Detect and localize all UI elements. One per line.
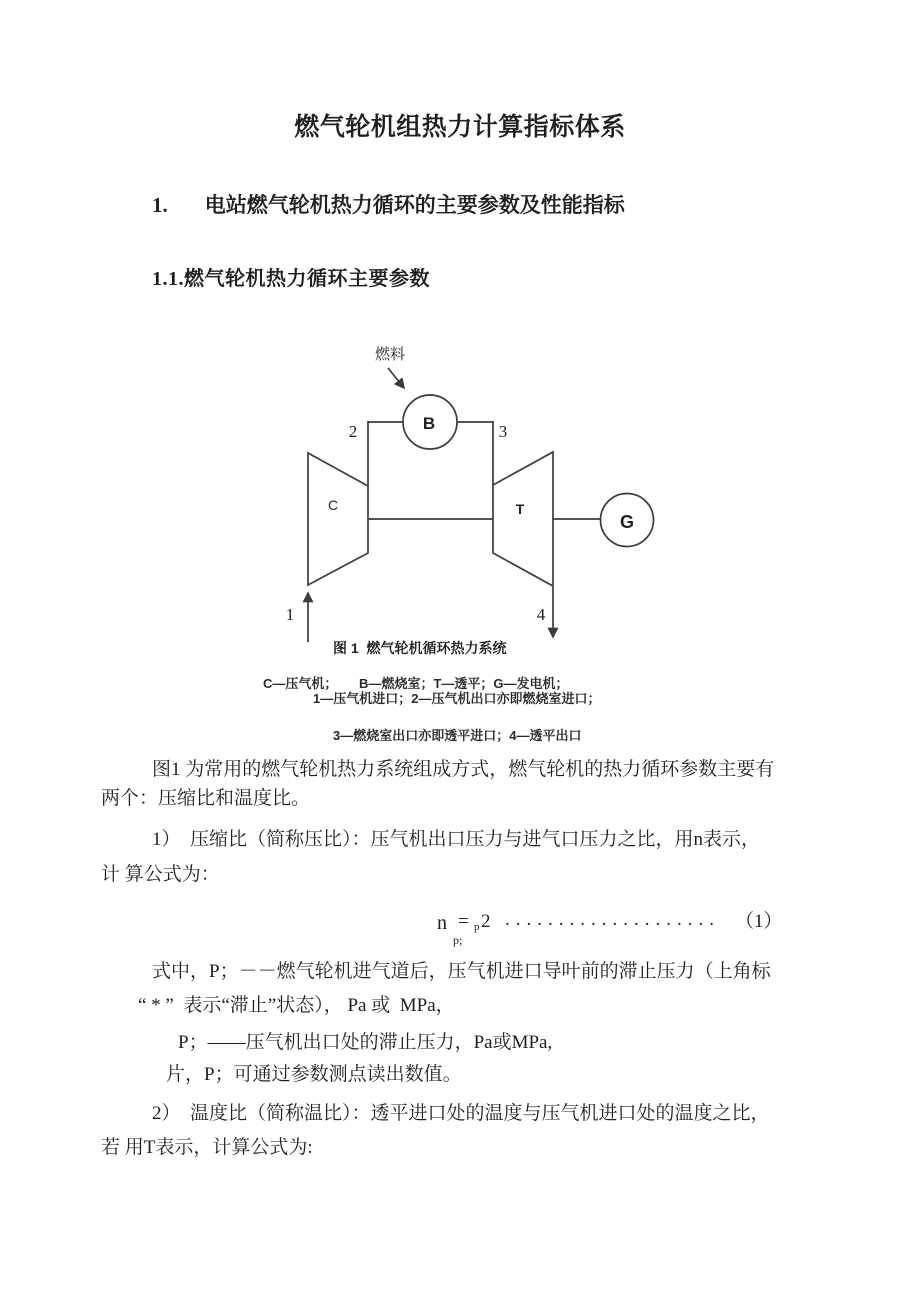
- section-heading-1-text: 电站燃气轮机热力循环的主要参数及性能指标: [204, 193, 625, 217]
- fuel-label: 燃料: [374, 347, 406, 363]
- explanation-line-2: “ * ” 表示“滞止”状态）， Pa 或 MPa，: [138, 995, 455, 1016]
- turbine-label: T: [515, 501, 525, 517]
- node-1-label: 1: [285, 605, 295, 624]
- paragraph-2-line-2: 计 算公式为：: [101, 864, 220, 885]
- node-4-label: 4: [536, 605, 546, 624]
- formula-numerator: 2: [481, 911, 491, 932]
- paragraph-1-line-2: 两个：压缩比和温度比。: [101, 788, 311, 809]
- section-heading-1-number: 1.: [152, 193, 168, 217]
- formula-number: （1）: [735, 911, 783, 932]
- paragraph-3-line-1: 2） 温度比（简称温比）：透平进口处的温度与压气机进口处的温度之比，: [152, 1103, 770, 1124]
- explanation-line-1: 式中，P；－－燃气轮机进气道后，压气机进口导叶前的滞止压力（上角标: [152, 961, 771, 982]
- compressor-shape: [308, 453, 368, 585]
- legend-line-3: 3—燃烧室出口亦即透平进口；4—透平出口: [333, 728, 582, 743]
- node-3-label: 3: [498, 422, 508, 441]
- formula-numerator-subscript: p: [474, 921, 480, 933]
- section-heading-1-1: 1.1.燃气轮机热力循环主要参数: [152, 268, 430, 290]
- paragraph-1-line-1: 图1 为常用的燃气轮机热力系统组成方式，燃气轮机的热力循环参数主要有: [152, 759, 775, 780]
- formula-dot-leader: ....................: [505, 909, 720, 930]
- legend-line-2: 1—压气机进口；2—压气机出口亦即燃烧室进口；: [313, 691, 601, 706]
- explanation-line-3: P；——压气机出口处的滞止压力，Pa或MPa,: [178, 1032, 553, 1053]
- legend-line-1: C—压气机； B—燃烧室；T—透平；G—发电机；: [263, 676, 569, 691]
- paragraph-2-line-1: 1） 压缩比（简称压比）：压气机出口压力与进气口压力之比，用n表示，: [152, 829, 761, 850]
- compressor-label: C: [327, 497, 339, 513]
- page-title: 燃气轮机组热力计算指标体系: [294, 114, 626, 141]
- formula-denominator: p;: [453, 933, 463, 947]
- combustor-label: B: [422, 414, 436, 433]
- figure-caption: 图 1 燃气轮机循环热力系统: [333, 640, 507, 656]
- generator-label: G: [619, 512, 635, 532]
- formula-lhs: n: [437, 912, 447, 934]
- fuel-arrow: [388, 368, 404, 388]
- turbine-shape: [493, 452, 553, 586]
- formula-equals: =: [458, 911, 469, 932]
- node-2-label: 2: [348, 422, 358, 441]
- explanation-line-4: 片，P；可通过参数测点读出数值。: [166, 1064, 462, 1085]
- paragraph-3-line-2: 若 用T表示，计算公式为:: [101, 1137, 313, 1158]
